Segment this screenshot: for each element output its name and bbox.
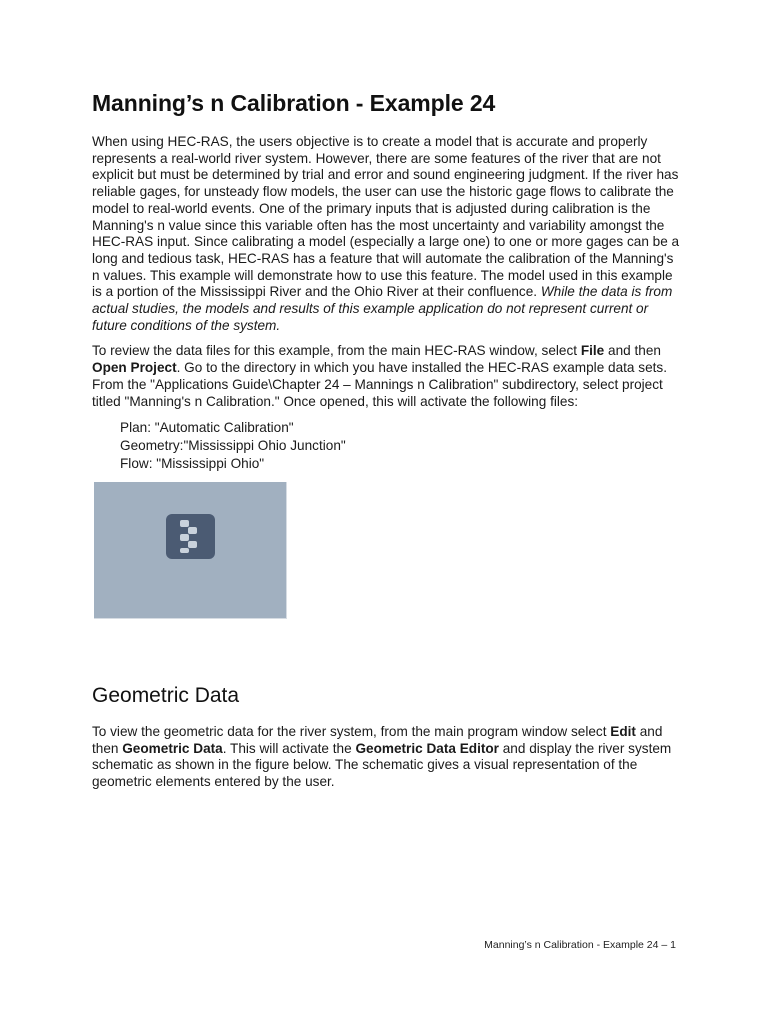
intro-disclaimer: While the data is from actual studies, the models and results of this example application do not represent current or future conditions of the system.	[92, 284, 673, 333]
figure-placeholder	[94, 482, 287, 619]
page-footer: Manning’s n Calibration - Example 24 – 1	[484, 939, 676, 951]
page-title: Manning’s n Calibration - Example 24	[92, 90, 496, 116]
section-heading-geometric-data: Geometric Data	[92, 684, 240, 707]
intro-paragraph	[92, 134, 684, 334]
menu-edit-label: Edit	[610, 724, 636, 739]
file-list	[92, 419, 684, 473]
menu-open-project-label: Open Project	[92, 360, 177, 376]
review-text-2: and then	[604, 343, 661, 359]
file-list-item-plan: Plan: "Automatic Calibration"	[120, 420, 294, 436]
document-page	[92, 88, 684, 473]
review-text-1: To review the data files for this example, from the main HEC-RAS window, select	[92, 343, 581, 359]
geo-text-1: To view the geometric data for the river system, from the main program window select	[92, 724, 611, 739]
document-placeholder-glyph	[166, 514, 215, 559]
menu-geometric-data-label: Geometric Data	[122, 740, 223, 756]
geometric-paragraph	[92, 724, 684, 791]
geo-text-2: and then	[92, 724, 663, 756]
geometric-data-editor-label: Geometric Data Editor	[355, 740, 499, 756]
geo-text-4: and display the river system schematic as shown in the figure below. The schematic gives a visual representation of the geometric elements entered by the user.	[92, 740, 672, 790]
document-placeholder-icon	[166, 514, 215, 559]
intro-text: When using HEC-RAS, the users objective is to create a model that is accurate and properly represents a real-world river system. However, there are some features of the river that are not explicit but must be determined by trial and error and sound engineering judgment. If the river has reliable gages, for unsteady flow models, the user can use the historic gage flows to calibrate the model to real-world events. One of the primary inputs that is adjusted during calibration is the Manning's n value since this variable often has the most uncertainty and variability amongst the HEC-RAS input. Since calibrating a model (especially a large one) to one or more gages can be a long and tedious task, HEC-RAS has a feature that will automate the calibration of the Manning's n values. This example will demonstrate how to use this feature. The model used in this example is a portion of the Mississippi River and the Ohio River at their confluence.	[92, 134, 680, 300]
review-text-3: . Go to the directory in which you have installed the HEC-RAS example data sets. From the "Applications Guide\Chapter 24 – Mannings n Calibration" subdirectory, select project titled "Manning's n Calibration." Once opened, this will activate the following files:	[92, 360, 667, 409]
file-list-item-geometry: Geometry:"Mississippi Ohio Junction"	[120, 438, 346, 454]
file-list-item-flow: Flow: "Mississippi Ohio"	[120, 456, 265, 472]
geo-text-3: . This will activate the	[222, 740, 356, 756]
menu-file-label: File	[580, 343, 605, 359]
review-paragraph	[92, 343, 684, 410]
